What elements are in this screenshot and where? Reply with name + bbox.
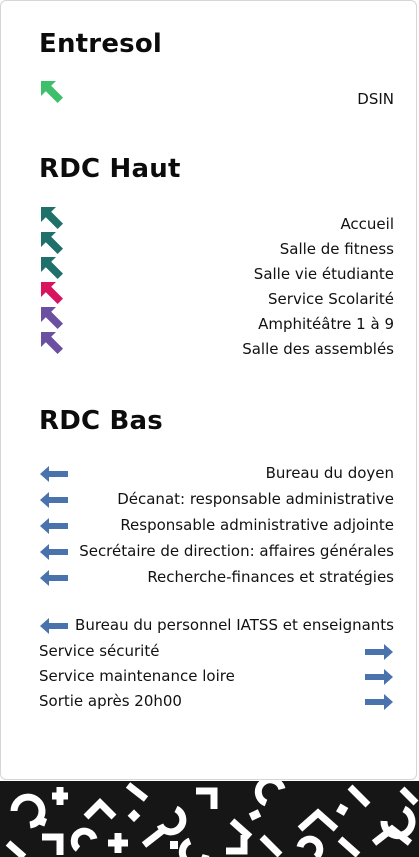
item-label: Sortie après 20h00 — [39, 692, 182, 710]
item-label: Recherche-finances et stratégies — [147, 568, 394, 586]
list-item — [1, 664, 418, 690]
item-label: DSIN — [357, 90, 394, 108]
list-item-dsin — [1, 79, 418, 108]
item-label: Accueil — [340, 215, 394, 233]
arrow-left-icon — [39, 517, 69, 535]
list-item — [1, 639, 418, 665]
item-label: Service maintenance loire — [39, 667, 235, 685]
item-label: Bureau du doyen — [265, 464, 394, 482]
arrow-up-left-icon — [39, 230, 65, 256]
arrow-up-left-icon — [39, 79, 65, 105]
section-title-rdc-bas: RDC Bas — [39, 406, 163, 436]
arrow-up-left-icon — [39, 305, 65, 331]
arrow-left-icon — [39, 491, 69, 509]
list-item — [1, 205, 418, 231]
list-item — [1, 613, 418, 639]
list-item — [1, 513, 418, 539]
section-title-rdc-haut: RDC Haut — [39, 154, 181, 184]
item-label: Service sécurité — [39, 642, 160, 660]
list-item — [1, 280, 418, 306]
arrow-right-icon — [364, 643, 394, 661]
arrow-left-icon — [39, 465, 69, 483]
item-label: Service Scolarité — [268, 290, 394, 308]
item-label: Salle des assemblés — [242, 340, 394, 358]
item-label: Amphitéâtre 1 à 9 — [258, 315, 394, 333]
arrow-left-icon — [39, 569, 69, 587]
list-item — [1, 305, 418, 331]
arrow-right-icon — [364, 668, 394, 686]
item-label: Bureau du personnel IATSS et enseignants — [75, 616, 394, 634]
pattern-graphic — [0, 781, 419, 857]
arrow-left-icon — [39, 543, 69, 561]
item-label: Secrétaire de direction: affaires générales — [79, 542, 394, 560]
list-item — [1, 565, 418, 591]
list-item — [1, 689, 418, 715]
arrow-left-icon — [39, 617, 69, 635]
decorative-pattern — [0, 781, 419, 857]
list-item — [1, 330, 418, 356]
item-label: Décanat: responsable administrative — [117, 490, 394, 508]
section-title-entresol: Entresol — [39, 29, 163, 59]
arrow-up-left-icon — [39, 255, 65, 281]
list-item — [1, 255, 418, 281]
list-item — [1, 461, 418, 487]
list-item — [1, 230, 418, 256]
item-label: Salle vie étudiante — [253, 265, 394, 283]
arrow-up-left-icon — [39, 330, 65, 356]
arrow-right-icon — [364, 693, 394, 711]
arrow-up-left-icon — [39, 280, 65, 306]
arrow-up-left-icon — [39, 205, 65, 231]
item-label: Salle de fitness — [279, 240, 394, 258]
list-item — [1, 539, 418, 565]
list-item — [1, 487, 418, 513]
item-label: Responsable administrative adjointe — [120, 516, 394, 534]
